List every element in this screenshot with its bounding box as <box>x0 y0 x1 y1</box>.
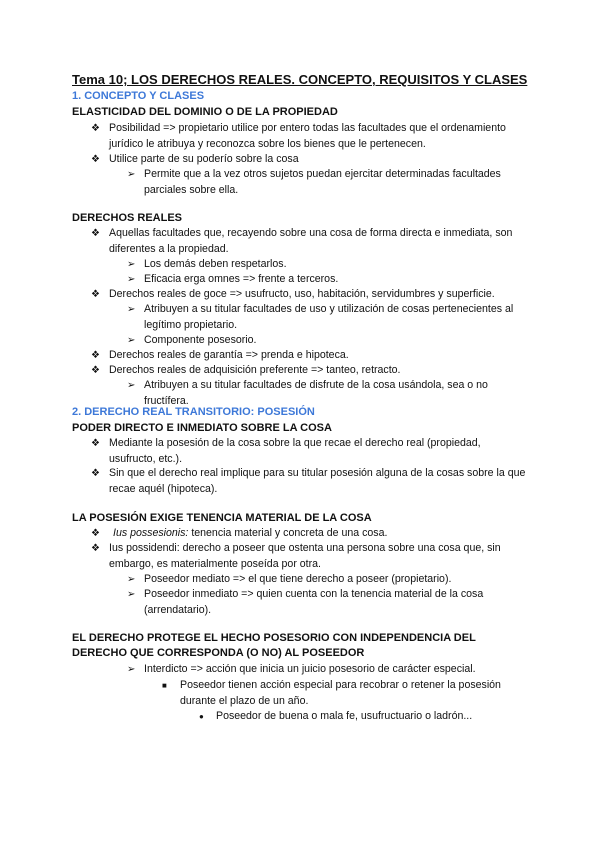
arrow-bullet-icon: ➢ <box>127 259 136 270</box>
list-item: Derechos reales de goce => usufructo, uso, habitación, servidumbres y superficie. <box>109 288 495 300</box>
list-item: Ius possidendi: derecho a poseer que ostenta una persona sobre una cosa que, sin embargo, es materialmente poseída por otra. <box>109 542 501 570</box>
arrow-bullet-icon: ➢ <box>127 574 136 585</box>
list-item: Eficacia erga omnes => frente a terceros. <box>144 273 339 285</box>
arrow-bullet-icon: ➢ <box>127 304 136 315</box>
diamond-bullet-icon: ❖ <box>91 438 100 449</box>
diamond-bullet-icon: ❖ <box>91 543 100 554</box>
subheading-poder-directo: PODER DIRECTO E INMEDIATO SOBRE LA COSA <box>72 422 332 434</box>
diamond-bullet-icon: ❖ <box>91 123 100 134</box>
arrow-bullet-icon: ➢ <box>127 169 136 180</box>
list-item: Utilice parte de su poderío sobre la cosa <box>109 153 299 165</box>
section-heading-concepto: 1. CONCEPTO Y CLASES <box>72 90 205 102</box>
ius-possesionis-definition: tenencia material y concreta de una cosa. <box>188 527 388 539</box>
diamond-bullet-icon: ❖ <box>91 154 100 165</box>
list-item: Poseedor de buena o mala fe, usufructuario o ladrón... <box>216 710 473 722</box>
subheading-tenencia-material: LA POSESIÓN EXIGE TENENCIA MATERIAL DE LA COSA <box>72 512 372 524</box>
list-item: Poseedor mediato => el que tiene derecho a poseer (propietario). <box>144 573 452 585</box>
dot-bullet-icon: ● <box>199 712 204 721</box>
arrow-bullet-icon: ➢ <box>127 274 136 285</box>
list-item: Posibilidad => propietario utilice por entero todas las facultades que el ordenamiento jurídico le atribuya y reconozca sobre los bienes que le pertenecen. <box>109 122 506 150</box>
list-item: Atribuyen a su titular facultades de disfrute de la cosa usándola, sea o no fructífera. <box>144 379 488 407</box>
arrow-bullet-icon: ➢ <box>127 664 136 675</box>
list-item: Componente posesorio. <box>144 334 257 346</box>
diamond-bullet-icon: ❖ <box>91 365 100 376</box>
diamond-bullet-icon: ❖ <box>91 468 100 479</box>
subheading-derechos-reales: DERECHOS REALES <box>72 212 183 224</box>
list-item: Poseedor inmediato => quien cuenta con la tenencia material de la cosa (arrendatario). <box>144 588 484 616</box>
list-item: Derechos reales de adquisición preferente => tanteo, retracto. <box>109 364 401 376</box>
list-item: Los demás deben respetarlos. <box>144 258 287 270</box>
list-item: Sin que el derecho real implique para su titular posesión alguna de la cosas sobre la que recae aquél (hipoteca). <box>109 467 526 495</box>
square-bullet-icon: ■ <box>162 681 167 690</box>
list-item <box>113 526 533 542</box>
list-item: Interdicto => acción que inicia un juicio posesorio de carácter especial. <box>144 663 476 675</box>
arrow-bullet-icon: ➢ <box>127 335 136 346</box>
list-item: Derechos reales de garantía => prenda e hipoteca. <box>109 349 349 361</box>
ius-possesionis-term: Ius possesionis: <box>113 527 189 539</box>
list-item: Aquellas facultades que, recayendo sobre una cosa de forma directa e inmediata, son diferentes a la propiedad. <box>109 227 513 255</box>
section-heading-posesion: 2. DERECHO REAL TRANSITORIO: POSESIÓN <box>72 406 315 418</box>
diamond-bullet-icon: ❖ <box>91 350 100 361</box>
list-item: Mediante la posesión de la cosa sobre la que recae el derecho real (propiedad, usufructo, etc.). <box>109 437 481 465</box>
diamond-bullet-icon: ❖ <box>91 289 100 300</box>
page-title: Tema 10; LOS DERECHOS REALES. CONCEPTO, REQUISITOS Y CLASES <box>72 72 528 87</box>
arrow-bullet-icon: ➢ <box>127 380 136 391</box>
subheading-elasticidad: ELASTICIDAD DEL DOMINIO O DE LA PROPIEDAD <box>72 106 338 118</box>
diamond-bullet-icon: ❖ <box>91 228 100 239</box>
list-item: Atribuyen a su titular facultades de uso y utilización de cosas pertenecientes al legítimo propietario. <box>144 303 514 331</box>
arrow-bullet-icon: ➢ <box>127 589 136 600</box>
list-item: Poseedor tienen acción especial para recobrar o retener la posesión durante el plazo de un año. <box>180 679 501 707</box>
list-item: Permite que a la vez otros sujetos puedan ejercitar determinadas facultades parciales sobre ella. <box>144 168 501 196</box>
subheading-proteccion-posesoria: EL DERECHO PROTEGE EL HECHO POSESORIO CON INDEPENDENCIA DEL DERECHO QUE CORRESPONDA (O NO) AL POSEEDOR <box>72 632 476 659</box>
diamond-bullet-icon: ❖ <box>91 528 100 539</box>
